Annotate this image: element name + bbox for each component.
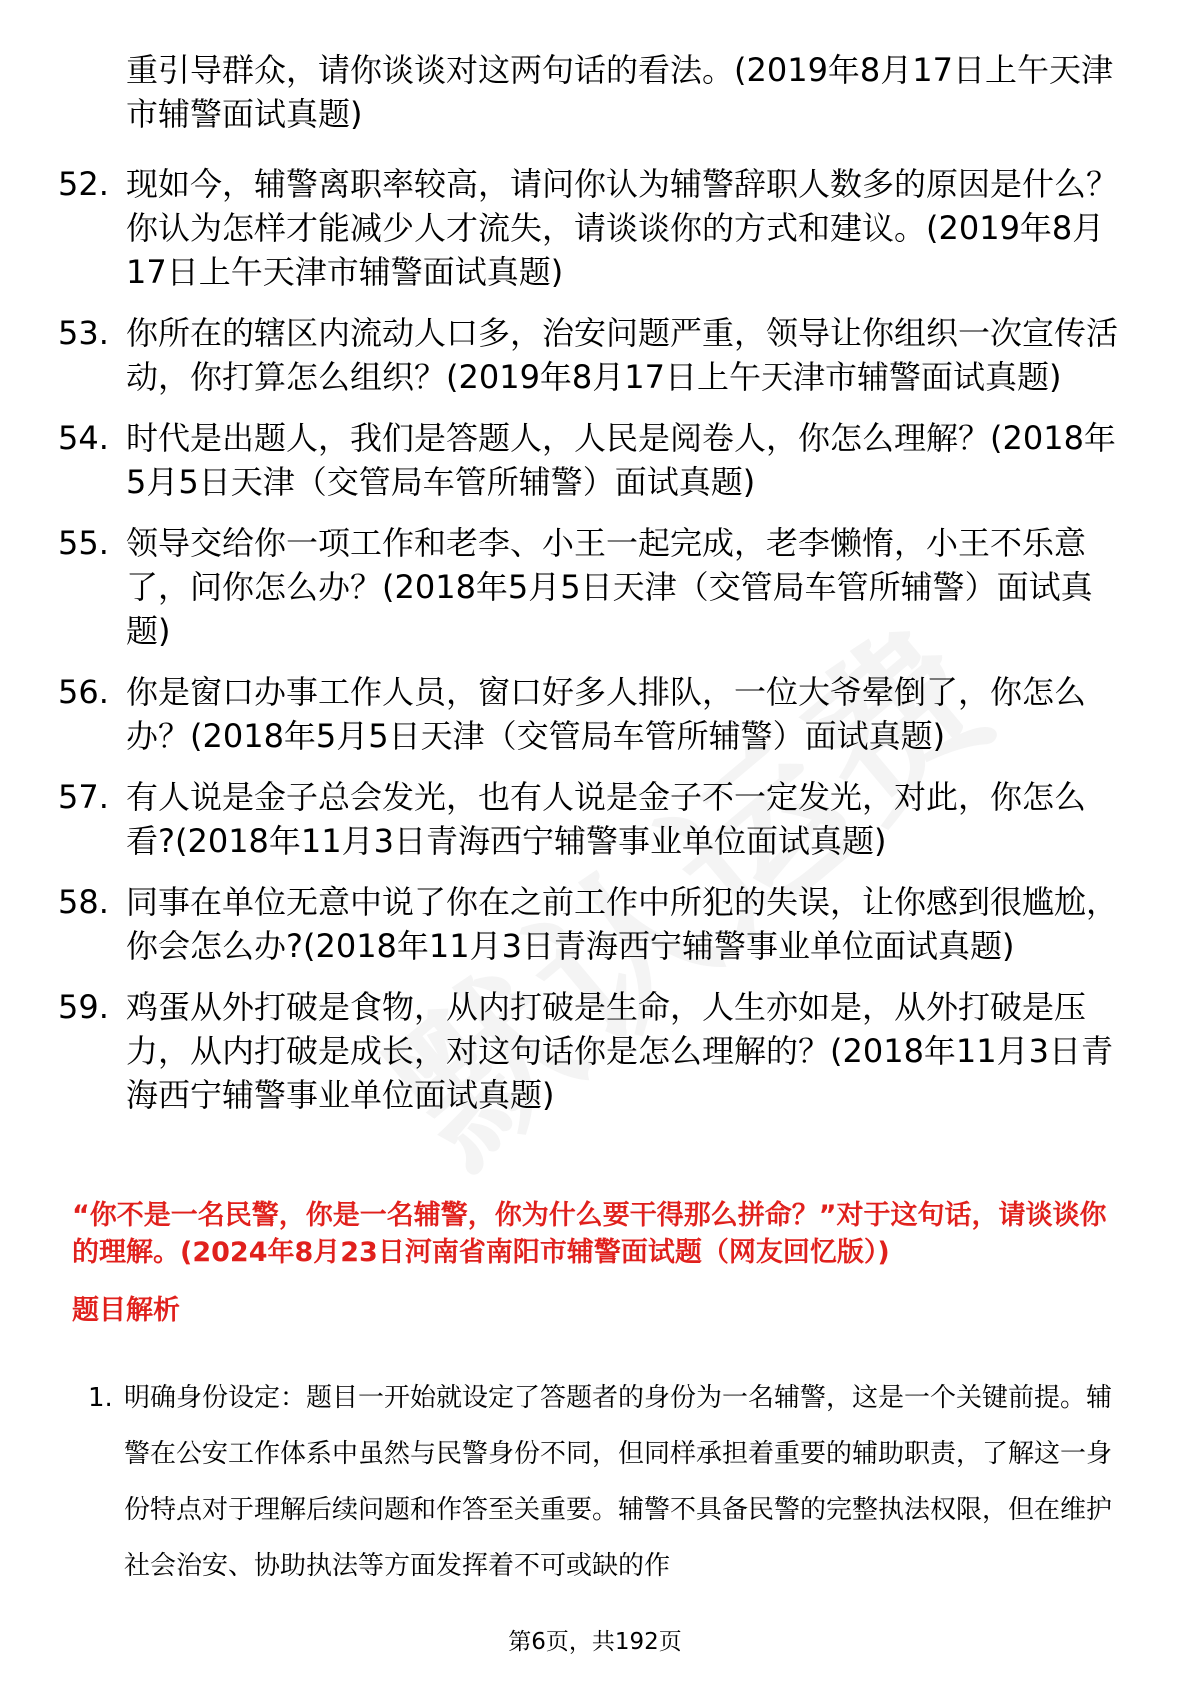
question-number: 56. bbox=[58, 673, 109, 711]
question-item bbox=[58, 670, 1118, 758]
question-number: 53. bbox=[58, 314, 109, 352]
question-item bbox=[58, 521, 1118, 653]
question-number: 54. bbox=[58, 419, 109, 457]
question-item bbox=[58, 311, 1118, 399]
continued-question-text: 重引导群众，请你谈谈对这两句话的看法。(2019年8月17日上午天津市辅警面试真题) bbox=[126, 51, 1114, 133]
highlight-question: “你不是一名民警，你是一名辅警，你为什么要干得那么拼命？”对于这句话，请谈谈你的理解。(2024年8月23日河南省南阳市辅警面试题（网友回忆版）) bbox=[72, 1200, 1107, 1268]
question-item bbox=[58, 985, 1118, 1117]
analysis-item bbox=[88, 1370, 1118, 1594]
question-text: 领导交给你一项工作和老李、小王一起完成，老李懒惰，小王不乐意了，问你怎么办？(2018年5月5日天津（交管局车管所辅警）面试真题) bbox=[126, 524, 1093, 650]
question-list bbox=[58, 48, 1118, 1134]
question-item bbox=[58, 880, 1118, 968]
question-text: 你所在的辖区内流动人口多，治安问题严重，领导让你组织一次宣传活动，你打算怎么组织？(2019年8月17日上午天津市辅警面试真题) bbox=[126, 314, 1119, 396]
question-text: 同事在单位无意中说了你在之前工作中所犯的失误，让你感到很尴尬，你会怎么办?(2018年11月3日青海西宁辅警事业单位面试真题) bbox=[126, 883, 1119, 965]
question-item bbox=[58, 775, 1118, 863]
question-text: 鸡蛋从外打破是食物，从内打破是生命，人生亦如是，从外打破是压力，从内打破是成长，对这句话你是怎么理解的？(2018年11月3日青海西宁辅警事业单位面试真题) bbox=[126, 988, 1114, 1114]
analysis-text: 明确身份设定：题目一开始就设定了答题者的身份为一名辅警，这是一个关键前提。辅警在公安工作体系中虽然与民警身份不同，但同样承担着重要的辅助职责，了解这一身份特点对于理解后续问题和作答至关重要。辅警不具备民警的完整执法权限，但在维护社会治安、协助执法等方面发挥着不可或缺的作 bbox=[124, 1383, 1113, 1581]
page-footer: 第6页，共192页 bbox=[508, 1629, 682, 1655]
analysis-number: 1. bbox=[88, 1383, 113, 1413]
question-text: 你是窗口办事工作人员，窗口好多人排队，一位大爷晕倒了，你怎么办？(2018年5月5日天津（交管局车管所辅警）面试真题) bbox=[126, 673, 1087, 755]
question-text: 有人说是金子总会发光，也有人说是金子不一定发光，对此，你怎么看?(2018年11月3日青海西宁辅警事业单位面试真题) bbox=[126, 778, 1087, 860]
question-number: 57. bbox=[58, 778, 109, 816]
question-text: 时代是出题人，我们是答题人，人民是阅卷人，你怎么理解？(2018年5月5日天津（交管局车管所辅警）面试真题) bbox=[126, 419, 1116, 501]
question-item bbox=[58, 162, 1118, 294]
question-number: 55. bbox=[58, 524, 109, 562]
question-number: 52. bbox=[58, 165, 109, 203]
question-number: 58. bbox=[58, 883, 109, 921]
question-item bbox=[58, 416, 1118, 504]
question-number: 59. bbox=[58, 988, 109, 1026]
question-text: 现如今，辅警离职率较高，请问你认为辅警辞职人数多的原因是什么？你认为怎样才能减少人才流失，请谈谈你的方式和建议。(2019年8月17日上午天津市辅警面试真题) bbox=[126, 165, 1119, 291]
analysis-heading: 题目解析 bbox=[72, 1295, 180, 1326]
